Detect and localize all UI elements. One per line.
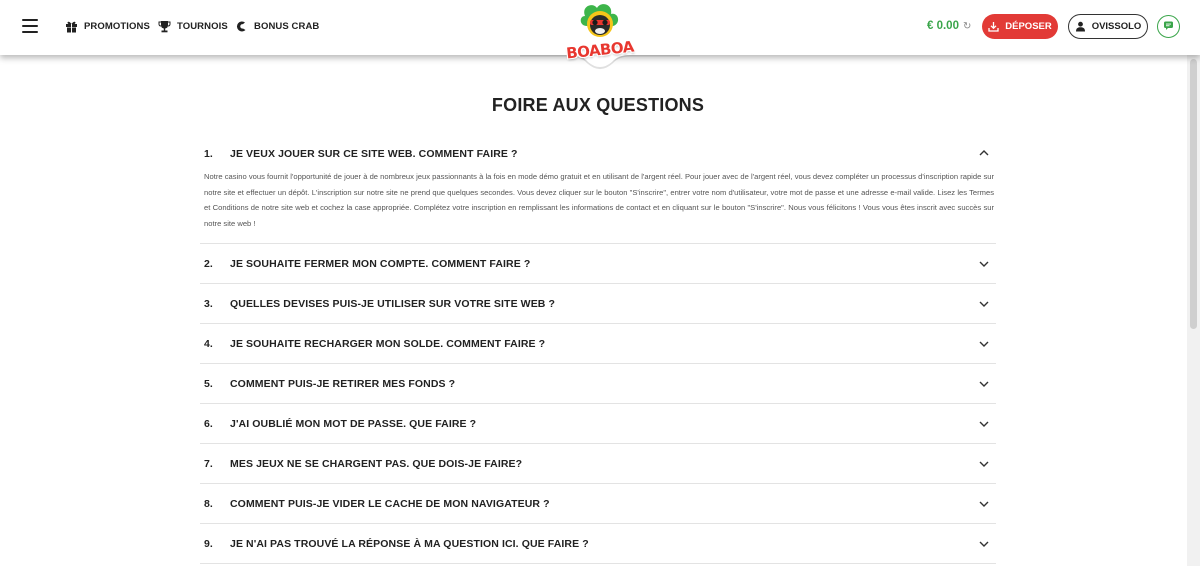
faq-question: COMMENT PUIS-JE VIDER LE CACHE DE MON NAVIGATEUR ? xyxy=(230,497,550,510)
chevron-down-icon[interactable] xyxy=(978,258,990,270)
faq-question-row[interactable] xyxy=(200,284,996,323)
faq-number: 8. xyxy=(204,497,213,510)
faq-number: 9. xyxy=(204,537,213,550)
trophy-icon xyxy=(157,19,171,33)
deposit-button[interactable] xyxy=(982,14,1058,39)
faq-question: JE N'AI PAS TROUVÉ LA RÉPONSE À MA QUESTION ICI. QUE FAIRE ? xyxy=(230,537,589,550)
nav-bonus-crab[interactable] xyxy=(234,18,319,34)
nav-tournois[interactable] xyxy=(157,18,228,34)
faq-item-4[interactable] xyxy=(200,324,996,364)
faq-question: JE SOUHAITE FERMER MON COMPTE. COMMENT FAIRE ? xyxy=(230,257,531,270)
chat-button[interactable] xyxy=(1157,15,1180,38)
chevron-up-icon[interactable] xyxy=(978,146,990,158)
faq-item-6[interactable] xyxy=(200,404,996,444)
menu-icon[interactable] xyxy=(22,19,38,33)
faq-item-9[interactable] xyxy=(200,524,996,564)
chevron-down-icon[interactable] xyxy=(978,538,990,550)
logo-text[interactable]: BOABOA xyxy=(565,37,635,63)
chevron-down-icon[interactable] xyxy=(978,498,990,510)
faq-question-row[interactable] xyxy=(200,138,996,169)
user-label: OVISSOLO xyxy=(1091,21,1142,32)
faq-question: QUELLES DEVISES PUIS-JE UTILISER SUR VOTRE SITE WEB ? xyxy=(230,297,556,310)
faq-number: 4. xyxy=(204,337,213,350)
faq-list xyxy=(200,138,996,564)
nav-promotions-label: PROMOTIONS xyxy=(84,20,150,32)
faq-number: 7. xyxy=(204,457,213,470)
chevron-down-icon[interactable] xyxy=(978,458,990,470)
faq-number: 3. xyxy=(204,297,213,310)
faq-question-row[interactable] xyxy=(200,364,996,403)
page-scrollbar[interactable] xyxy=(1187,55,1200,566)
balance-display xyxy=(927,20,971,32)
faq-question-row[interactable] xyxy=(200,404,996,443)
balance-value: € 0.00 xyxy=(927,20,959,32)
faq-number: 1. xyxy=(204,147,213,160)
nav-bonus-crab-label: BONUS CRAB xyxy=(254,20,320,32)
refresh-icon[interactable]: ↻ xyxy=(962,20,972,32)
faq-question: J'AI OUBLIÉ MON MOT DE PASSE. QUE FAIRE ? xyxy=(230,417,477,430)
user-icon xyxy=(1075,21,1086,32)
faq-item-3[interactable] xyxy=(200,284,996,324)
faq-question: COMMENT PUIS-JE RETIRER MES FONDS ? xyxy=(230,377,456,390)
crab-claw-icon xyxy=(234,19,248,33)
faq-question-row[interactable] xyxy=(200,484,996,523)
faq-number: 6. xyxy=(204,417,213,430)
faq-question-row[interactable] xyxy=(200,324,996,363)
faq-question-row[interactable] xyxy=(200,524,996,563)
faq-question: JE SOUHAITE RECHARGER MON SOLDE. COMMENT FAIRE ? xyxy=(230,337,546,350)
nav-promotions[interactable] xyxy=(64,18,150,34)
faq-question: MES JEUX NE SE CHARGENT PAS. QUE DOIS-JE FAIRE? xyxy=(230,457,523,470)
deposit-label: DÉPOSER xyxy=(1005,21,1052,32)
user-account-button[interactable] xyxy=(1068,14,1148,39)
faq-question-row[interactable] xyxy=(200,244,996,283)
nav-tournois-label: TOURNOIS xyxy=(177,20,228,32)
chevron-down-icon[interactable] xyxy=(978,338,990,350)
faq-question: JE VEUX JOUER SUR CE SITE WEB. COMMENT FAIRE ? xyxy=(230,147,518,160)
page-title: FOIRE AUX QUESTIONS xyxy=(491,95,705,115)
faq-item-8[interactable] xyxy=(200,484,996,524)
faq-item-5[interactable] xyxy=(200,364,996,404)
chevron-down-icon[interactable] xyxy=(978,378,990,390)
faq-item-7[interactable] xyxy=(200,444,996,484)
faq-item-1[interactable] xyxy=(200,138,996,244)
faq-item-2[interactable] xyxy=(200,244,996,284)
faq-answer: Notre casino vous fournit l'opportunité de jouer à de nombreux jeux passionnants à la fois en mode démo gratuit et en utilisant de l'argent réel. Pour jouer avec de l'argent réel, vous devez compléter un processus d'inscription rapide sur notre site et effectuer un dépôt. L'inscription sur notre site ne prend que quelques secondes. Vous devez cliquer sur le bouton "S'inscrire", entrer votre nom d'utilisateur, votre mot de passe et une adresse e-mail valide. Lisez les Termes et Conditions de notre site web et cochez la case appropriée. Complétez votre inscription en remplissant les informations de contact et en cliquant sur le bouton "S'inscrire". Nous vous félicitons ! Vous vous êtes inscrit avec succès sur notre site web ! xyxy=(204,172,994,228)
chat-icon xyxy=(1163,18,1174,36)
faq-question-row[interactable] xyxy=(200,444,996,483)
faq-number: 2. xyxy=(204,257,213,270)
gift-icon xyxy=(64,19,78,33)
chevron-down-icon[interactable] xyxy=(978,418,990,430)
faq-number: 5. xyxy=(204,377,213,390)
download-icon xyxy=(988,21,999,32)
chevron-down-icon[interactable] xyxy=(978,298,990,310)
